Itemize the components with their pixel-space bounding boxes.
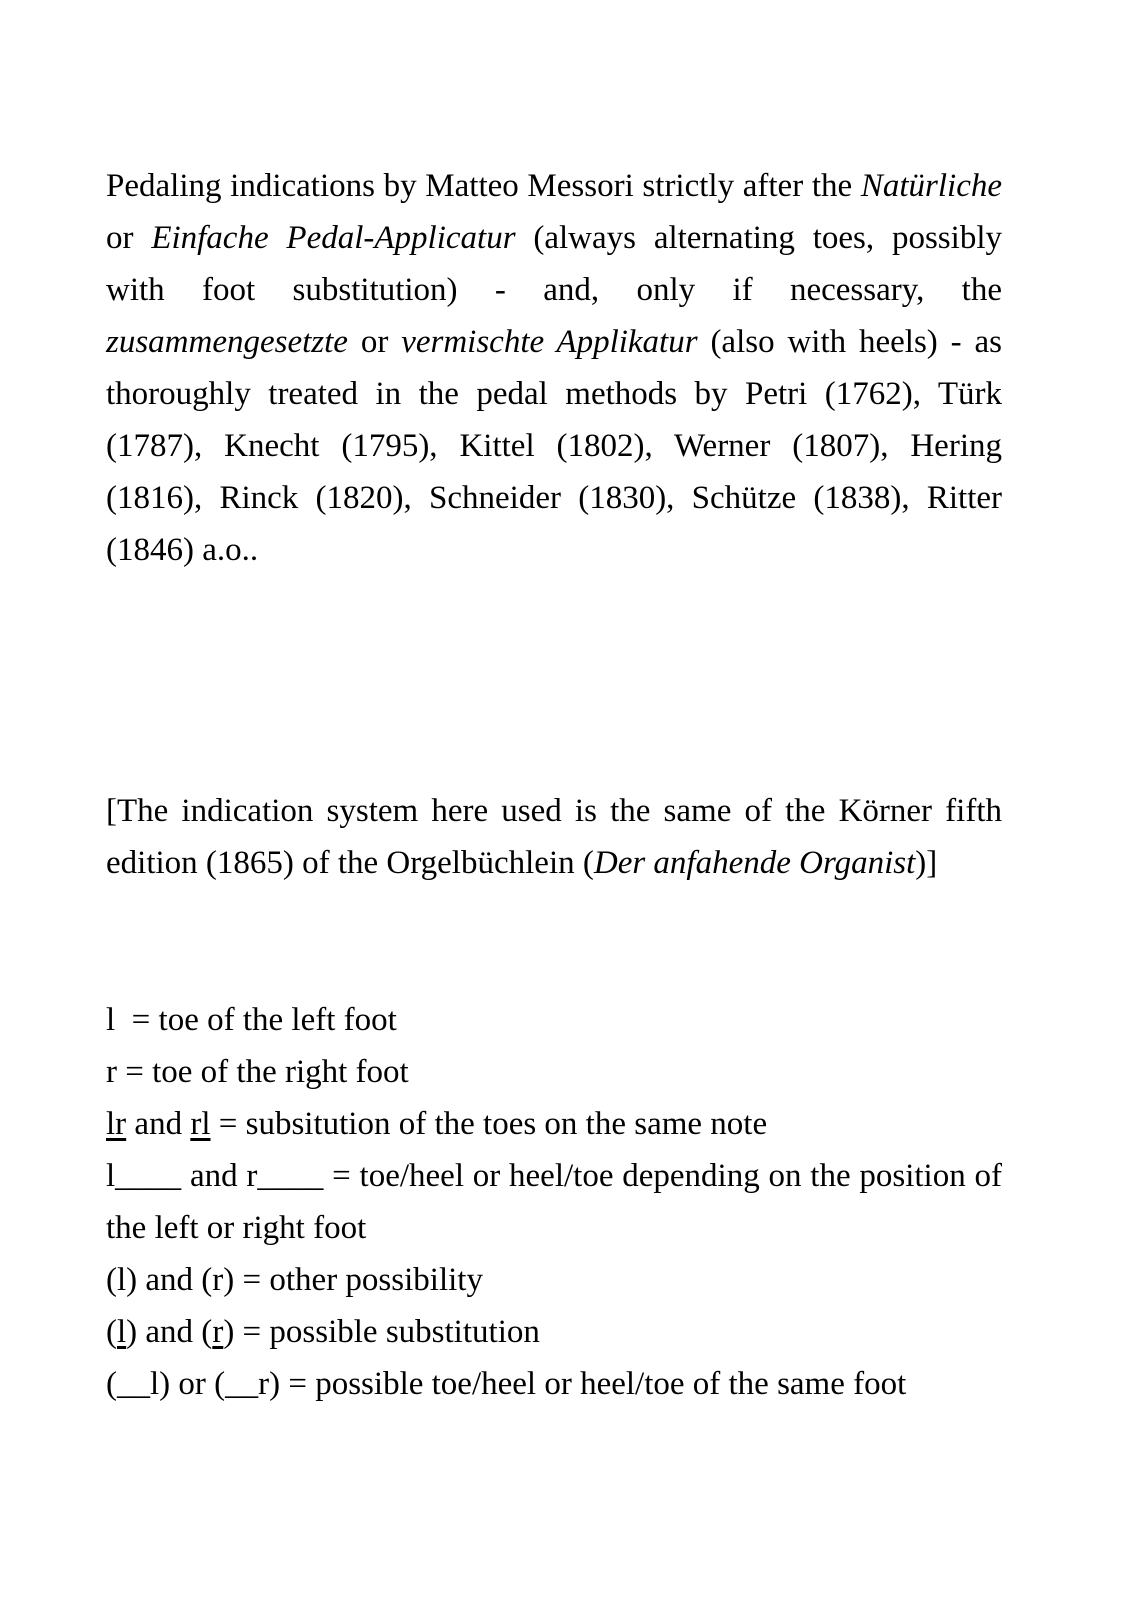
intro-italic-term: Einfache Pedal-Applicatur [151,220,516,256]
symbol-rl: rl [190,1106,211,1142]
legend-other-possibility: (l) and (r) = other possibility [106,1262,483,1298]
legend-same-foot: (__l) or (__r) = possible toe/heel or heel/toe of the same foot [106,1366,907,1402]
legend-text: ) = possible substitution [223,1314,540,1350]
legend-text: = subsitution of the toes on the same note [210,1106,768,1142]
legend-text: and [126,1106,191,1142]
pedaling-legend [106,994,1002,1410]
intro-text: Pedaling indications by Matteo Messori strictly after the [106,168,861,204]
intro-italic-term: Natürliche [860,168,1002,204]
intro-paragraph [106,160,1002,576]
note-text: [The indication system here used is the same of the Körner fifth edition (1865) of the Orgelbüchlein ( [106,793,1002,881]
symbol-l: l [117,1314,127,1350]
legend-substitution [106,1098,1002,1150]
note-italic-title: Der anfahende Organist [593,845,916,881]
legend-toe-heel: l____ and r____ = toe/heel or heel/toe depending on the position of the left or right foot [106,1158,1002,1246]
legend-text: ( [106,1314,117,1350]
indication-system-note [106,785,1002,889]
symbol-r: r [212,1314,224,1350]
legend-possible-substitution [106,1306,1002,1358]
note-text: )] [915,845,938,881]
legend-right-toe: r = toe of the right foot [106,1054,409,1090]
intro-text: (also with heels) - as thoroughly treated in the pedal methods by Petri (1762), Türk (1787), Knecht (1795), Kittel (1802), Werner (1807), Hering (1816), Rinck (1820), Schneider (1830), Schütze (1838), Ritter (1846) a.o.. [106,324,1003,568]
legend-text: ) and ( [126,1314,213,1350]
intro-text: or [347,324,402,360]
intro-italic-term: vermischte Applikatur [401,324,698,360]
legend-left-toe: l = toe of the left foot [106,1002,397,1038]
intro-italic-term: zusammengesetzte [106,324,348,360]
symbol-lr: lr [106,1106,127,1142]
intro-text: or [106,220,152,256]
intro-text: (always alternating toes, possibly with foot substitution) - and, only if necessary, the [106,220,1002,308]
